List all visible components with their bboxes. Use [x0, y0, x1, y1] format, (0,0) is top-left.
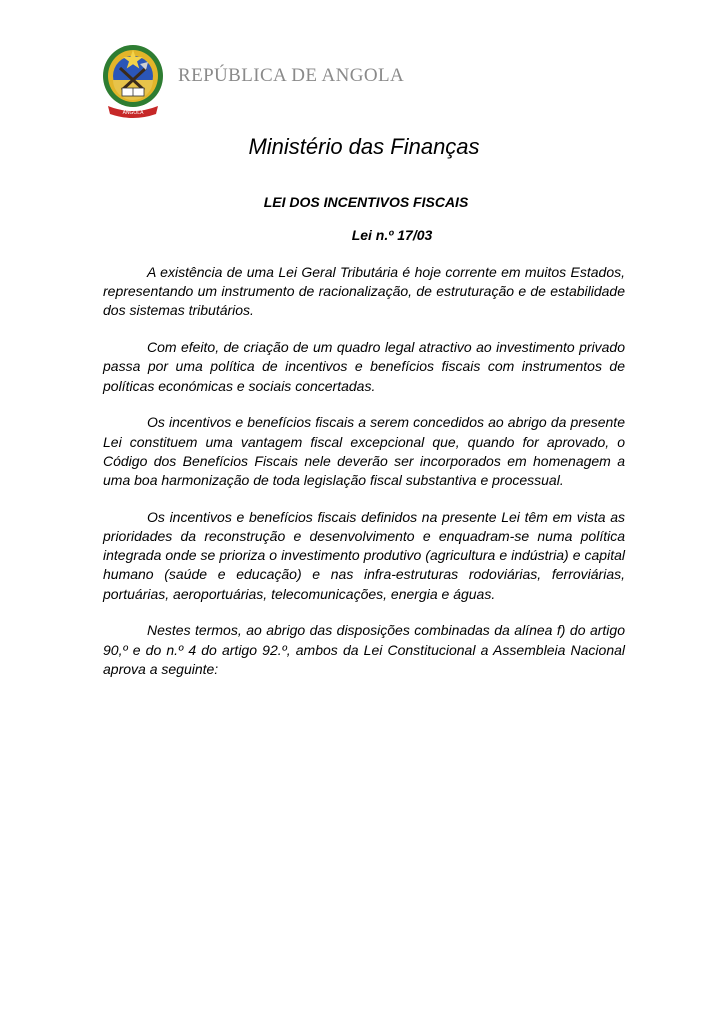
emblem-ribbon-text: ANGOLA: [122, 110, 144, 116]
ministry-title: [0, 134, 728, 160]
paragraph: Com efeito, de criação de um quadro legal atractivo ao investimento privado passa por uma política de incentivos e benefícios fiscais com instrumentos de políticas económicas e sociais concertadas.: [103, 339, 625, 394]
document-header: [100, 40, 500, 120]
law-number-text: Lei n.º 17/03: [351, 227, 433, 243]
paragraph: A existência de uma Lei Geral Tributária é hoje corrente em muitos Estados, representando um instrumento de racionalização, de estruturação e de estabilidade dos sistemas tributários.: [103, 264, 625, 319]
paragraph: Nestes termos, ao abrigo das disposições combinadas da alínea f) do artigo 90,º e do n.º 4 do artigo 92.º, ambos da Lei Constitucional a Assembleia Nacional aprova a seguinte:: [103, 622, 625, 677]
law-title-text: LEI DOS INCENTIVOS FISCAIS: [263, 194, 469, 210]
law-number: [0, 227, 728, 243]
angola-coat-of-arms-icon: [100, 40, 166, 120]
paragraph: Os incentivos e benefícios fiscais definidos na presente Lei têm em vista as prioridades da reconstrução e desenvolvimento e enquadram-se numa política integrada onde se prioriza o investimento produtivo (agricultura e indústria) e capital humano (saúde e educação) e nas infra-estruturas rodoviárias, ferroviárias, portuárias, aeroportuárias, telecomunicações, energia e águas.: [103, 508, 625, 602]
country-name: REPÚBLICA DE ANGOLA: [178, 65, 405, 86]
preamble-body: [103, 263, 625, 697]
ministry-title-text: Ministério das Finanças: [248, 134, 480, 159]
paragraph: Os incentivos e benefícios fiscais a serem concedidos ao abrigo da presente Lei constituem uma vantagem fiscal excepcional que, quando for aprovado, o Código dos Benefícios Fiscais nele deverão ser incorporados em homenagem a uma boa harmonização de toda legislação fiscal substantiva e processual.: [103, 414, 625, 489]
law-title: [0, 194, 728, 210]
